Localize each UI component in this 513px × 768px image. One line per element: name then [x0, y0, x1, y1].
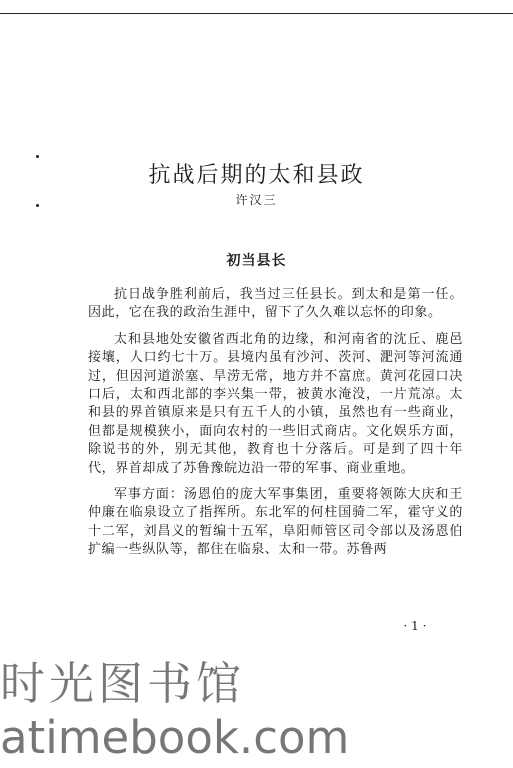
article-title: 抗战后期的太和县政 [148, 162, 365, 188]
article-body [88, 286, 463, 560]
author-name: 许汉三 [235, 193, 278, 207]
paragraph: 太和县地处安徽省西北角的边缘，和河南省的沈丘、鹿邑接壤，人口约七十万。县境内虽有沙河、茨河、淝河等河流通过，但因河道淤塞、旱涝无常，地方并不富庶。黄河花园口决口后，太和西北部的李兴集一带，被黄水淹没，一片荒凉。太和县的界首镇原来是只有五千人的小镇，虽然也有一些商业，但都是规模狭小，面向农村的一些旧式商店。文化娱乐方面，除说书的外，别无其他，教育也十分落后。可是到了四十年代，界首却成了苏鲁豫皖边沿一带的军事、商业重地。 [88, 331, 463, 476]
section-heading: 初当县长 [226, 252, 287, 269]
paragraph: 抗日战争胜利前后，我当过三任县长。到太和是第一任。因此，它在我的政治生涯中，留下了久久难以忘怀的印象。 [88, 287, 463, 321]
page-number: · 1 · [403, 619, 427, 633]
watermark-title: 时光图书馆 [0, 657, 246, 710]
top-rule [0, 13, 513, 14]
watermark-url: atimebook.com [0, 711, 350, 764]
paragraph: 军事方面：汤恩伯的庞大军事集团，重要将领陈大庆和王仲廉在临泉设立了指挥所。东北军的何柱国骑二军，霍守义的十二军，刘昌义的暂编十五军，阜阳师管区司令部以及汤恩伯扩编一些纵队等，都住在临泉、太和一带。苏鲁两 [88, 487, 463, 558]
